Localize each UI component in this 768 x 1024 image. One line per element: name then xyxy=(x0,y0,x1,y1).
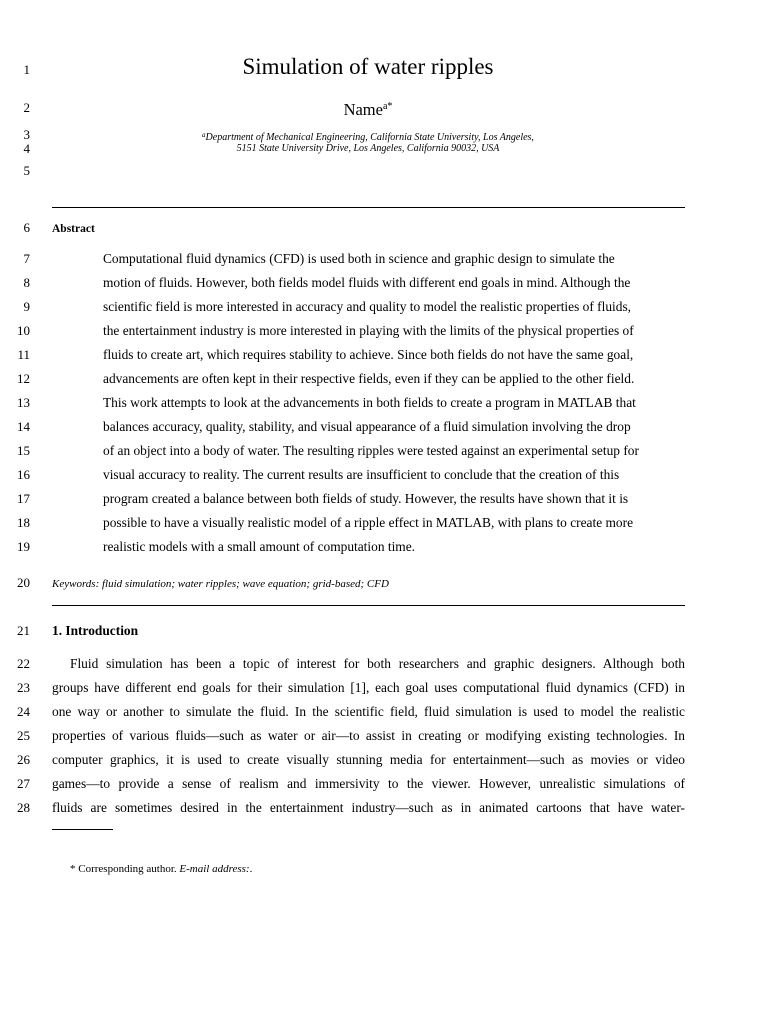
footnote-email-label: E-mail address: xyxy=(179,863,250,875)
line-number: 15 xyxy=(17,443,30,458)
line-number: 19 xyxy=(17,539,30,554)
author-superscript: a* xyxy=(382,101,393,112)
top-rule xyxy=(52,207,685,208)
bottom-rule xyxy=(52,605,685,606)
abstract-line: advancements are often kept in their respective fields, even if they can be applied to the other field. xyxy=(103,371,635,386)
line-number: 28 xyxy=(17,800,30,815)
line-number: 21 xyxy=(17,623,30,638)
line-number: 24 xyxy=(17,704,30,719)
abstract-line: program created a balance between both fields of study. However, the results have shown that it is xyxy=(103,491,629,506)
line-number: 17 xyxy=(17,491,30,506)
footnote xyxy=(70,862,252,876)
paper-title: Simulation of water ripples xyxy=(242,54,494,79)
affiliation-line-2: 5151 State University Drive, Los Angeles, California 90032, USA xyxy=(236,143,500,154)
body-line: one way or another to simulate the fluid. In the scientific field, fluid simulation is used to model the realistic xyxy=(52,704,685,719)
body-line: computer graphics, it is used to create visually stunning media for entertainment—such as movies or video xyxy=(52,752,685,767)
body-line: fluids are sometimes desired in the entertainment industry—such as in animated cartoons that have water- xyxy=(52,800,685,815)
line-number: 12 xyxy=(17,371,30,386)
abstract-line: realistic models with a small amount of computation time. xyxy=(103,539,416,554)
author-name: Name xyxy=(343,100,383,119)
author-line xyxy=(0,97,736,120)
abstract-line: visual accuracy to reality. The current results are insufficient to conclude that the creation of this xyxy=(103,467,620,482)
line-number: 14 xyxy=(17,419,30,434)
line-number: 5 xyxy=(23,163,30,178)
line-number: 9 xyxy=(23,299,30,314)
body-line: groups have different end goals for their simulation [1], each goal uses computational fluid dynamics (CFD) in xyxy=(52,680,685,695)
line-number: 2 xyxy=(23,100,30,115)
line-number: 26 xyxy=(17,752,30,767)
affiliation-superscript: a xyxy=(202,131,206,139)
footnote-end: . xyxy=(249,863,253,875)
abstract-line: of an object into a body of water. The resulting ripples were tested against an experimental setup for xyxy=(103,443,639,458)
line-number: 27 xyxy=(17,776,30,791)
keywords: Keywords: fluid simulation; water ripples; wave equation; grid-based; CFD xyxy=(52,578,389,590)
abstract-line: scientific field is more interested in accuracy and quality to model the realistic properties of fluids, xyxy=(103,299,632,314)
line-number: 11 xyxy=(17,347,30,362)
body-line: games—to provide a sense of realism and immersivity to the viewer. However, unrealistic simulations of xyxy=(52,776,685,791)
abstract-line: balances accuracy, quality, stability, and visual appearance of a fluid simulation involving the drop xyxy=(103,419,631,434)
abstract-line: possible to have a visually realistic model of a ripple effect in MATLAB, with plans to create more xyxy=(103,515,634,530)
line-number: 18 xyxy=(17,515,30,530)
abstract-line: Computational fluid dynamics (CFD) is used both in science and graphic design to simulate the xyxy=(103,251,615,266)
line-number: 25 xyxy=(17,728,30,743)
line-number: 13 xyxy=(17,395,30,410)
affiliation-text-1: Department of Mechanical Engineering, California State University, Los Angeles, xyxy=(205,132,534,143)
footnote-prefix: * Corresponding author. xyxy=(70,863,177,875)
abstract-heading: Abstract xyxy=(52,223,95,235)
body-line: properties of various fluids—such as water or air—to assist in creating or modifying existing technologies. In xyxy=(52,728,685,743)
line-number: 6 xyxy=(23,220,30,235)
line-number: 3 xyxy=(23,127,30,142)
abstract-line: the entertainment industry is more interested in playing with the limits of the physical properties of xyxy=(103,323,634,338)
line-number: 16 xyxy=(17,467,30,482)
line-number: 10 xyxy=(17,323,30,338)
line-number: 1 xyxy=(23,62,30,77)
section-heading: 1. Introduction xyxy=(52,623,139,638)
abstract-line: fluids to create art, which requires stability to achieve. Since both fields do not have the same goal, xyxy=(103,347,634,362)
abstract-line: This work attempts to look at the advancements in both fields to create a program in MATLAB that xyxy=(103,395,636,410)
footnote-rule xyxy=(52,829,113,830)
affiliation-line-1 xyxy=(0,129,736,144)
line-number: 8 xyxy=(23,275,30,290)
line-number: 23 xyxy=(17,680,30,695)
body-line: Fluid simulation has been a topic of interest for both researchers and graphic designers. Although both xyxy=(70,656,685,671)
line-number: 4 xyxy=(23,141,30,156)
abstract-line: motion of fluids. However, both fields model fluids with different end goals in mind. Although the xyxy=(103,275,631,290)
line-number: 7 xyxy=(23,251,30,266)
line-number: 22 xyxy=(17,656,30,671)
line-number: 20 xyxy=(17,575,30,590)
